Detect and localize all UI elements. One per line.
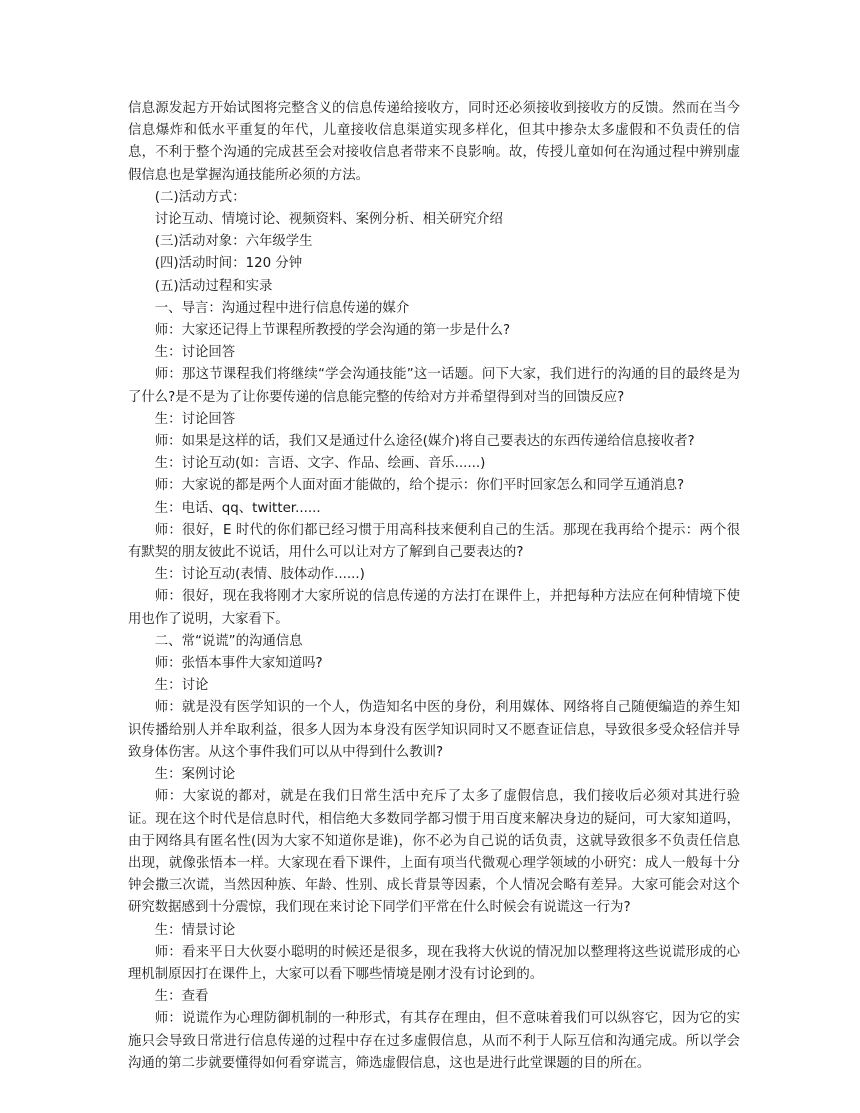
section-activity-time: (四)活动时间：120 分钟 [154, 256, 303, 272]
dialogue-line: 生：电话、qq、twitter...... [154, 500, 321, 516]
dialogue-line: 师：很好，现在我将刚才大家所说的信息传递的方法打在课件上，并把每种方法应在何种情境下使用也作了说明，大家看下。 [128, 589, 740, 627]
dialogue-line: 生：讨论回答 [154, 411, 236, 427]
dialogue-line: 师：如果是这样的话，我们又是通过什么途径(媒介)将自己要表达的东西传递给信息接收者? [154, 434, 695, 450]
dialogue-line: 师：大家说的都对，就是在我们日常生活中充斥了太多了虚假信息，我们接收后必须对其进行验证。现在这个时代是信息时代，相信绝大多数同学都习惯于用百度来解决身边的疑问，可大家知道吗，由于网络具有匿名性(因为大家不知道你是谁)，你不必为自己说的话负责，这就导致很多不负责任信息出现，就像张悟本一样。大家现在看下课件，上面有项当代微观心理学领域的小研究：成人一般每十分钟会撒三次谎，当然因种族、年龄、性别、成长背景等因素，个人情况会略有差异。大家可能会对这个研究数据感到十分震惊，我们现在来讨论下同学们平常在什么时候会有说谎这一行为? [128, 789, 740, 916]
dialogue-line: 生：情景讨论 [154, 922, 236, 938]
dialogue-line: 师：大家还记得上节课程所教授的学会沟通的第一步是什么? [154, 323, 511, 339]
heading-part-one: 一、导言：沟通过程中进行信息传递的媒介 [154, 300, 410, 316]
dialogue-line: 师：说谎作为心理防御机制的一种形式，有其存在理由，但不意味着我们可以纵容它，因为它的实施只会导致日常进行信息传递的过程中存在过多虚假信息，从而不利于人际互信和沟通完成。所以学会沟通的第二步就要懂得如何看穿谎言，筛选虚假信息，这也是进行此堂课题的目的所在。 [128, 1011, 740, 1071]
heading-part-two: 二、常“说谎”的沟通信息 [154, 633, 303, 649]
dialogue-line: 生：讨论互动(如：言语、文字、作品、绘画、音乐......) [154, 456, 486, 472]
dialogue-line: 生：讨论回答 [154, 345, 236, 361]
section-activity-method: (二)活动方式： [154, 189, 246, 205]
activity-method-list: 讨论互动、情境讨论、视频资料、案例分析、相关研究介绍 [154, 212, 503, 228]
dialogue-line: 生：查看 [154, 989, 209, 1005]
dialogue-line: 生：讨论 [154, 678, 209, 694]
dialogue-line: 师：张悟本事件大家知道吗? [154, 656, 323, 672]
paragraph-intro: 信息源发起方开始试图将完整含义的信息传递给接收方，同时还必须接收到接收方的反馈。然而在当今信息爆炸和低水平重复的年代，儿童接收信息渠道实现多样化，但其中掺杂太多虚假和不负责任的信息，不利于整个沟通的完成甚至会对接收信息者带来不良影响。故，传授儿童如何在沟通过程中辨别虚假信息也是掌握沟通技能所必须的方法。 [128, 101, 740, 183]
section-activity-process: (五)活动过程和实录 [154, 278, 273, 294]
dialogue-line: 师：就是没有医学知识的一个人，伪造知名中医的身份，利用媒体、网络将自己随便编造的养生知识传播给别人并牟取利益，很多人因为本身没有医学知识同时又不愿查证信息，导致很多受众轻信并导致身体伤害。从这个事件我们可以从中得到什么教训? [128, 700, 740, 760]
document-page [128, 98, 740, 1075]
section-activity-target: (三)活动对象：六年级学生 [154, 234, 313, 250]
dialogue-line: 师：很好，E 时代的你们都已经习惯于用高科技来便利自己的生活。那现在我再给个提示：两个很有默契的朋友彼此不说话，用什么可以让对方了解到自己要表达的? [128, 522, 740, 561]
dialogue-line: 师：大家说的都是两个人面对面才能做的，给个提示：你们平时回家怎么和同学互通消息? [154, 478, 685, 494]
dialogue-line: 生：讨论互动(表情、肢体动作......) [154, 567, 365, 583]
dialogue-line: 生：案例讨论 [154, 767, 236, 783]
dialogue-line: 师：那这节课程我们将继续“学会沟通技能”这一话题。问下大家，我们进行的沟通的目的最终是为了什么?是不是为了让你要传递的信息能完整的传给对方并希望得到对当的回馈反应? [128, 367, 740, 405]
dialogue-line: 师：看来平日大伙耍小聪明的时候还是很多，现在我将大伙说的情况加以整理将这些说谎形成的心理机制原因打在课件上，大家可以看下哪些情境是刚才没有讨论到的。 [128, 944, 740, 982]
